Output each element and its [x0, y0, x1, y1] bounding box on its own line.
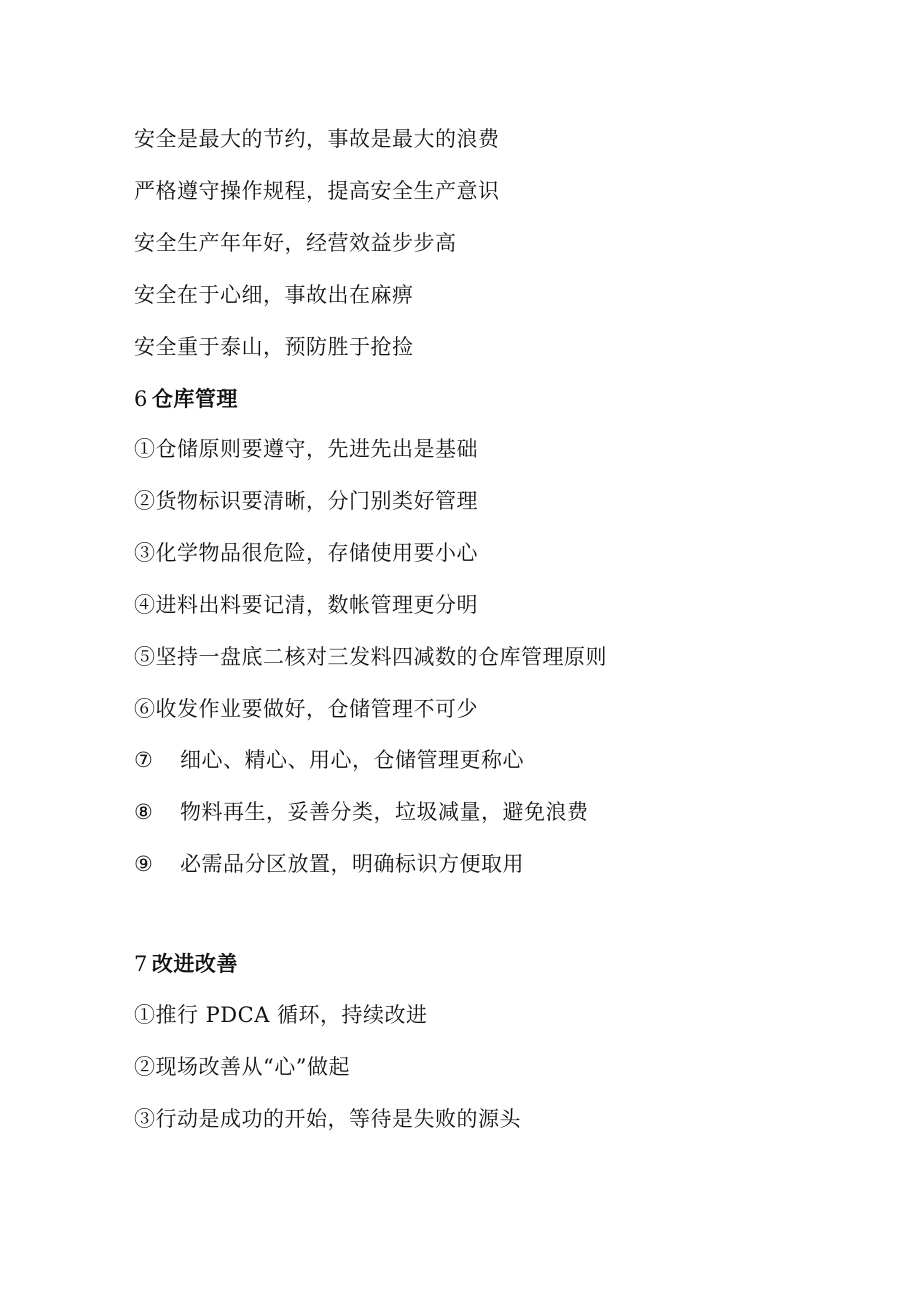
- list-item-text: 必需品分区放置，明确标识方便取用: [180, 852, 524, 876]
- list-item: ③化学物品很危险，存储使用要小心: [134, 541, 478, 565]
- list-item: ②现场改善从“心”做起: [134, 1055, 350, 1079]
- list-item: ①推行 PDCA 循环，持续改进: [134, 1003, 428, 1027]
- safety-line: 安全生产年年好，经营效益步步高: [134, 231, 457, 255]
- list-item: [134, 797, 589, 827]
- section-title: 改进改善: [151, 951, 238, 976]
- section-title: 仓库管理: [151, 386, 238, 411]
- list-item-text: 细心、精心、用心，仓储管理更称心: [180, 748, 524, 772]
- list-item: ②货物标识要清晰，分门别类好管理: [134, 489, 478, 513]
- list-item: ⑥收发作业要做好，仓储管理不可少: [134, 697, 478, 721]
- list-item: ③行动是成功的开始，等待是失败的源头: [134, 1107, 521, 1131]
- section-number: 7: [134, 952, 148, 976]
- list-item-text: 物料再生，妥善分类，垃圾减量，避免浪费: [180, 800, 589, 824]
- list-marker: ⑨: [134, 852, 154, 876]
- list-item: ⑤坚持一盘底二核对三发料四减数的仓库管理原则: [134, 645, 607, 669]
- list-marker: ⑦: [134, 748, 154, 772]
- list-item: ④进料出料要记清，数帐管理更分明: [134, 593, 478, 617]
- list-marker: ⑧: [134, 800, 154, 824]
- safety-line: 严格遵守操作规程，提高安全生产意识: [134, 179, 500, 203]
- section-6-heading: [134, 384, 238, 414]
- list-item: ①仓储原则要遵守，先进先出是基础: [134, 437, 478, 461]
- safety-line: 安全重于泰山，预防胜于抢捡: [134, 335, 414, 359]
- safety-line: 安全是最大的节约，事故是最大的浪费: [134, 127, 500, 151]
- section-7-heading: [134, 949, 238, 979]
- list-item: [134, 849, 524, 879]
- list-item: [134, 745, 524, 775]
- section-number: 6: [134, 387, 148, 411]
- safety-line: 安全在于心细，事故出在麻痹: [134, 283, 414, 307]
